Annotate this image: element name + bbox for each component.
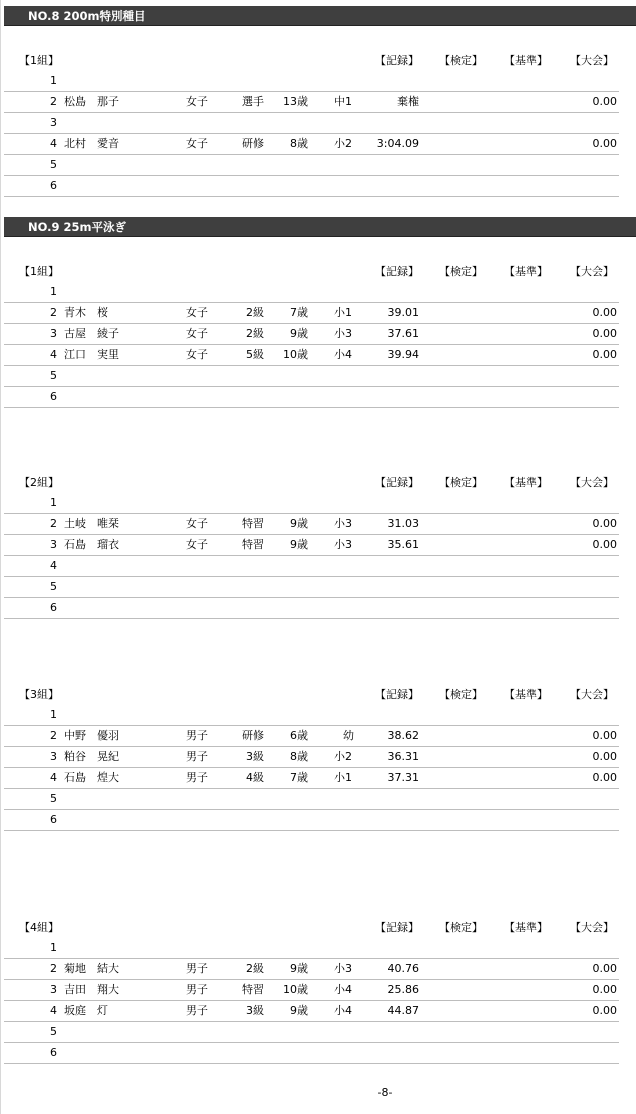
school-grade: 小2: [334, 750, 352, 763]
table-row: [4, 134, 619, 155]
age: 7歳: [290, 771, 308, 784]
heat-header: [1, 472, 636, 493]
table-row: [4, 705, 619, 726]
meet-time: 0.00: [592, 327, 617, 340]
column-header-record: 【記録】: [375, 476, 419, 489]
gender: 男子: [186, 771, 208, 784]
meet-time: 0.00: [592, 538, 617, 551]
record-time: 40.76: [387, 962, 419, 975]
page-number-text: -8-: [377, 1086, 393, 1099]
meet-time: 0.00: [592, 750, 617, 763]
age: 6歳: [290, 729, 308, 742]
table-row: [4, 810, 619, 831]
table-row: [4, 1043, 619, 1064]
school-grade: 小3: [334, 538, 352, 551]
swimmer-name: 松島 那子: [64, 95, 119, 108]
lane-number: 1: [50, 74, 57, 87]
swimmer-name: 土岐 唯栞: [64, 517, 119, 530]
column-header-check: 【検定】: [439, 688, 483, 701]
swimmer-name: 吉田 翔大: [64, 983, 119, 996]
gender: 女子: [186, 95, 208, 108]
age: 13歳: [283, 95, 308, 108]
record-time: 31.03: [387, 517, 419, 530]
lane-number: 1: [50, 496, 57, 509]
class-level: 特習: [242, 517, 264, 530]
table-row: [4, 789, 619, 810]
heat-header: [1, 50, 636, 71]
column-header-meet: 【大会】: [570, 54, 614, 67]
record-time: 36.31: [387, 750, 419, 763]
lane-number: 1: [50, 285, 57, 298]
column-header-record: 【記録】: [375, 688, 419, 701]
table-row: [4, 155, 619, 176]
gender: 男子: [186, 962, 208, 975]
class-level: 2級: [246, 962, 264, 975]
lane-number: 5: [50, 369, 57, 382]
heat-label: 【1組】: [19, 265, 59, 278]
lane-number: 2: [50, 95, 57, 108]
table-row: [4, 726, 619, 747]
event-title: NO.9 25m平泳ぎ: [4, 217, 636, 237]
record-time: 39.94: [387, 348, 419, 361]
table-row: [4, 176, 619, 197]
table-row: [4, 1022, 619, 1043]
lane-number: 6: [50, 1046, 57, 1059]
age: 9歳: [290, 327, 308, 340]
class-level: 特習: [242, 983, 264, 996]
class-level: 2級: [246, 306, 264, 319]
school-grade: 小2: [334, 137, 352, 150]
table-row: [4, 493, 619, 514]
gender: 女子: [186, 517, 208, 530]
table-row: [4, 598, 619, 619]
column-header-record: 【記録】: [375, 921, 419, 934]
gender: 男子: [186, 750, 208, 763]
lane-number: 2: [50, 306, 57, 319]
column-header-record: 【記録】: [375, 265, 419, 278]
lane-number: 6: [50, 813, 57, 826]
record-time: 37.61: [387, 327, 419, 340]
school-grade: 小4: [334, 983, 352, 996]
table-row: [4, 366, 619, 387]
column-header-meet: 【大会】: [570, 476, 614, 489]
lane-number: 5: [50, 158, 57, 171]
table-row: [4, 959, 619, 980]
record-time: 棄権: [397, 95, 419, 108]
table-row: [4, 938, 619, 959]
gender: 男子: [186, 1004, 208, 1017]
lane-number: 3: [50, 327, 57, 340]
swimmer-name: 粕谷 晃紀: [64, 750, 119, 763]
class-level: 研修: [242, 729, 264, 742]
class-level: 5級: [246, 348, 264, 361]
heat-header: [1, 684, 636, 705]
column-header-meet: 【大会】: [570, 688, 614, 701]
heat-label: 【3組】: [19, 688, 59, 701]
column-header-check: 【検定】: [439, 476, 483, 489]
heat-label: 【4組】: [19, 921, 59, 934]
lane-number: 3: [50, 116, 57, 129]
lane-number: 3: [50, 750, 57, 763]
swimmer-name: 北村 愛音: [64, 137, 119, 150]
table-row: [4, 1001, 619, 1022]
column-header-check: 【検定】: [439, 921, 483, 934]
record-time: 35.61: [387, 538, 419, 551]
age: 9歳: [290, 538, 308, 551]
event-title: NO.8 200m特別種目: [4, 6, 636, 26]
meet-time: 0.00: [592, 962, 617, 975]
lane-number: 2: [50, 517, 57, 530]
heat-block: [1, 917, 636, 1064]
heat-label: 【1組】: [19, 54, 59, 67]
swimmer-name: 石島 瑠衣: [64, 538, 119, 551]
table-row: [4, 556, 619, 577]
heat-header: [1, 261, 636, 282]
swimmer-name: 中野 優羽: [64, 729, 119, 742]
gender: 男子: [186, 983, 208, 996]
gender: 女子: [186, 327, 208, 340]
lane-number: 5: [50, 792, 57, 805]
lane-number: 4: [50, 348, 57, 361]
school-grade: 小1: [334, 306, 352, 319]
table-row: [4, 345, 619, 366]
school-grade: 小3: [334, 327, 352, 340]
column-header-standard: 【基準】: [504, 54, 548, 67]
lane-number: 3: [50, 983, 57, 996]
class-level: 2級: [246, 327, 264, 340]
table-row: [4, 92, 619, 113]
lane-number: 4: [50, 1004, 57, 1017]
lane-number: 5: [50, 1025, 57, 1038]
class-level: 3級: [246, 750, 264, 763]
lane-number: 4: [50, 559, 57, 572]
class-level: 研修: [242, 137, 264, 150]
lane-number: 2: [50, 962, 57, 975]
school-grade: 小3: [334, 517, 352, 530]
class-level: 3級: [246, 1004, 264, 1017]
school-grade: 幼: [343, 729, 354, 742]
swimmer-name: 古屋 綾子: [64, 327, 119, 340]
age: 9歳: [290, 962, 308, 975]
column-header-standard: 【基準】: [504, 476, 548, 489]
heat-block: [1, 50, 636, 197]
lane-number: 6: [50, 390, 57, 403]
table-row: [4, 514, 619, 535]
age: 8歳: [290, 750, 308, 763]
record-time: 44.87: [387, 1004, 419, 1017]
column-header-standard: 【基準】: [504, 265, 548, 278]
table-row: [4, 577, 619, 598]
table-row: [4, 324, 619, 345]
lane-number: 3: [50, 538, 57, 551]
lane-number: 1: [50, 941, 57, 954]
column-header-check: 【検定】: [439, 265, 483, 278]
table-row: [4, 282, 619, 303]
age: 9歳: [290, 517, 308, 530]
table-row: [4, 303, 619, 324]
school-grade: 小1: [334, 771, 352, 784]
record-time: 38.62: [387, 729, 419, 742]
page-number: [1, 1086, 636, 1099]
meet-time: 0.00: [592, 95, 617, 108]
class-level: 特習: [242, 538, 264, 551]
school-grade: 小3: [334, 962, 352, 975]
age: 10歳: [283, 983, 308, 996]
column-header-meet: 【大会】: [570, 265, 614, 278]
age: 9歳: [290, 1004, 308, 1017]
lane-number: 4: [50, 771, 57, 784]
school-grade: 小4: [334, 1004, 352, 1017]
meet-time: 0.00: [592, 306, 617, 319]
table-row: [4, 113, 619, 134]
meet-time: 0.00: [592, 517, 617, 530]
record-time: 25.86: [387, 983, 419, 996]
column-header-standard: 【基準】: [504, 921, 548, 934]
column-header-check: 【検定】: [439, 54, 483, 67]
table-row: [4, 747, 619, 768]
table-row: [4, 535, 619, 556]
class-level: 4級: [246, 771, 264, 784]
record-time: 37.31: [387, 771, 419, 784]
gender: 女子: [186, 137, 208, 150]
meet-time: 0.00: [592, 983, 617, 996]
lane-number: 6: [50, 601, 57, 614]
column-header-meet: 【大会】: [570, 921, 614, 934]
age: 7歳: [290, 306, 308, 319]
record-time: 3:04.09: [376, 137, 419, 150]
class-level: 選手: [242, 95, 264, 108]
lane-number: 4: [50, 137, 57, 150]
swimmer-name: 石島 煌大: [64, 771, 119, 784]
swimmer-name: 坂庭 灯: [64, 1004, 108, 1017]
meet-time: 0.00: [592, 729, 617, 742]
gender: 男子: [186, 729, 208, 742]
table-row: [4, 980, 619, 1001]
meet-time: 0.00: [592, 1004, 617, 1017]
heat-header: [1, 917, 636, 938]
record-time: 39.01: [387, 306, 419, 319]
heat-block: [1, 684, 636, 831]
column-header-standard: 【基準】: [504, 688, 548, 701]
school-grade: 小4: [334, 348, 352, 361]
gender: 女子: [186, 306, 208, 319]
school-grade: 中1: [334, 95, 352, 108]
lane-number: 5: [50, 580, 57, 593]
table-row: [4, 387, 619, 408]
swimmer-name: 菊地 結大: [64, 962, 119, 975]
meet-time: 0.00: [592, 348, 617, 361]
table-row: [4, 71, 619, 92]
lane-number: 2: [50, 729, 57, 742]
age: 8歳: [290, 137, 308, 150]
swimmer-name: 江口 実里: [64, 348, 119, 361]
heat-label: 【2組】: [19, 476, 59, 489]
gender: 女子: [186, 538, 208, 551]
lane-number: 1: [50, 708, 57, 721]
age: 10歳: [283, 348, 308, 361]
meet-time: 0.00: [592, 137, 617, 150]
table-row: [4, 768, 619, 789]
heat-block: [1, 472, 636, 619]
gender: 女子: [186, 348, 208, 361]
lane-number: 6: [50, 179, 57, 192]
meet-time: 0.00: [592, 771, 617, 784]
column-header-record: 【記録】: [375, 54, 419, 67]
heat-block: [1, 261, 636, 408]
swimmer-name: 青木 桜: [64, 306, 108, 319]
